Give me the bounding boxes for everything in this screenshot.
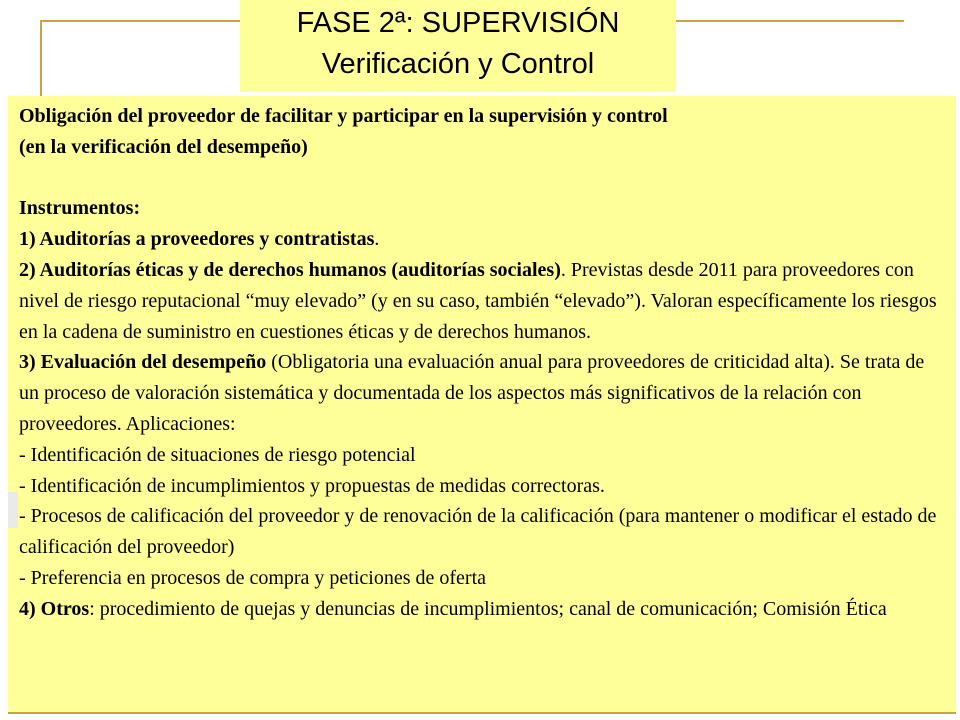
- paragraph-spacer: [19, 163, 949, 194]
- title-line-1: FASE 2ª: SUPERVISIÓN: [296, 7, 620, 39]
- decorative-rule-top-right: [676, 20, 904, 22]
- instrument-item-2: 2) Auditorías éticas y de derechos humanos (auditorías sociales). Previstas desde 2011 para proveedores con nivel de riesgo reputacional “muy elevado” (y en su caso, también “elevado”). Valoran específicamente los riesgos en la cadena de suministro en cuestiones éticas y de derechos humanos.: [19, 258, 937, 343]
- application-item-2: - Identificación de incumplimientos y propuestas de medidas correctoras.: [19, 474, 605, 497]
- application-item-4: - Preferencia en procesos de compra y peticiones de oferta: [19, 566, 487, 589]
- application-item-1: - Identificación de situaciones de riesgo potencial: [19, 443, 416, 466]
- decorative-tab: [8, 492, 18, 528]
- intro-line-2: (en la verificación del desempeño): [19, 135, 308, 158]
- decorative-rule-left: [40, 20, 42, 96]
- slide-title: [240, 0, 676, 92]
- bottom-rule: [8, 712, 956, 714]
- decorative-rule-top-left: [40, 20, 240, 22]
- title-line-2: Verificación y Control: [321, 48, 595, 80]
- instruments-heading: Instrumentos:: [19, 197, 141, 220]
- instrument-item-4: 4) Otros: procedimiento de quejas y denuncias de incumplimientos; canal de comunicación; Comisión Ética: [19, 597, 887, 620]
- intro-line-1: Obligación del proveedor de facilitar y participar en la supervisión y control: [19, 105, 668, 127]
- slide-body: [19, 101, 949, 625]
- instrument-item-3: 3) Evaluación del desempeño (Obligatoria una evaluación anual para proveedores de criticidad alta). Se trata de un proceso de valoración sistemática y documentada de los aspectos más significativos de la relación con proveedores. Aplicaciones:: [19, 351, 925, 435]
- application-item-3: - Procesos de calificación del proveedor y de renovación de la calificación (para mantener o modificar el estado de calificación del proveedor): [19, 505, 937, 559]
- instrument-item-1: 1) Auditorías a proveedores y contratistas.: [19, 228, 380, 251]
